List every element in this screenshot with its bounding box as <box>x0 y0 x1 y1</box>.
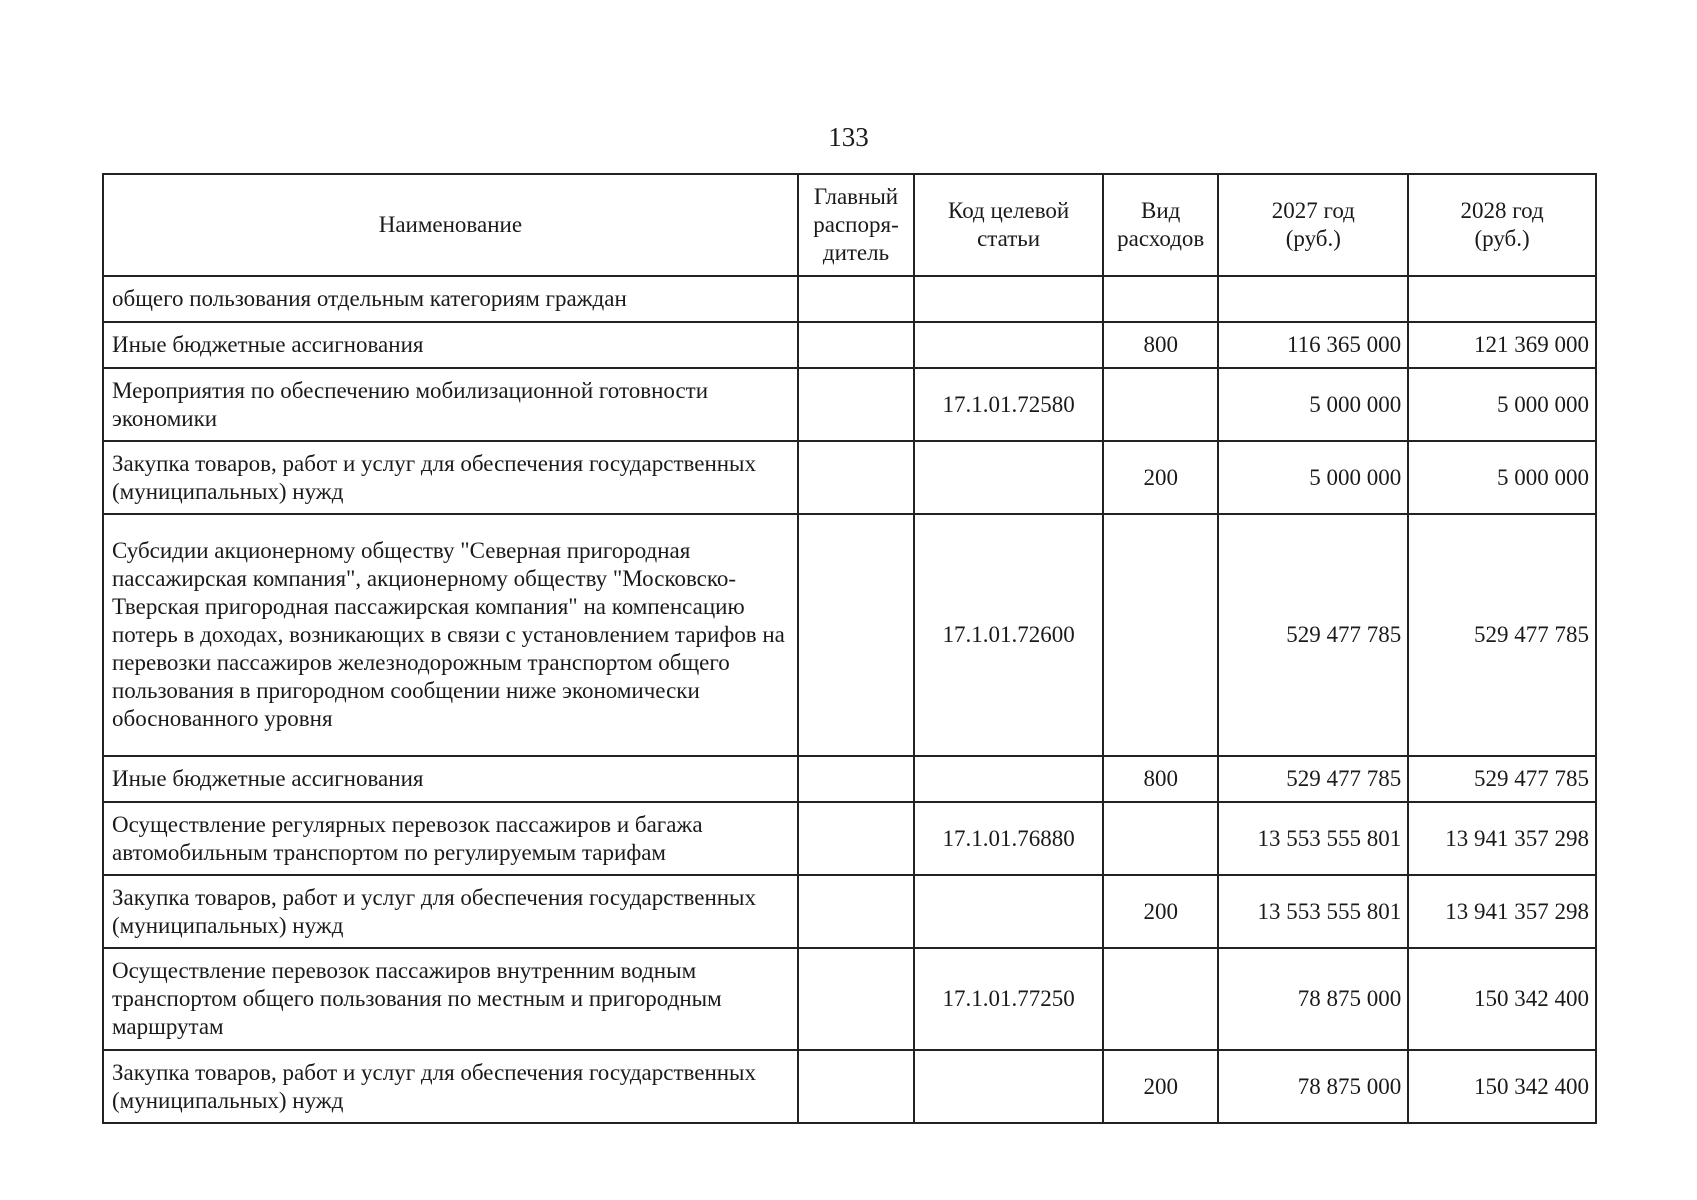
cell-target-code <box>914 276 1103 322</box>
cell-expense-type <box>1103 802 1218 875</box>
cell-year-2028: 5 000 000 <box>1408 368 1596 441</box>
cell-main-manager <box>798 875 914 948</box>
table-row <box>103 322 1596 368</box>
table-row <box>103 441 1596 514</box>
cell-year-2028: 150 342 400 <box>1408 1050 1596 1123</box>
cell-name: Субсидии акционерному обществу "Северная пригородная пассажирская компания", акционерному обществу "Московско-Тверская пригородная пассажирская компания" на компенсацию потерь в доходах, возникающих в связи с установлением тарифов на перевозки пассажиров железнодорожным транспортом общего пользования в пригородном сообщении ниже экономически обоснованного уровня <box>103 514 798 756</box>
cell-expense-type: 200 <box>1103 1050 1218 1123</box>
cell-expense-type: 800 <box>1103 756 1218 802</box>
table-row <box>103 276 1596 322</box>
cell-year-2028: 150 342 400 <box>1408 948 1596 1050</box>
cell-name: Осуществление перевозок пассажиров внутренним водным транспортом общего пользования по местным и пригородным маршрутам <box>103 948 798 1050</box>
page-number: 133 <box>828 122 869 152</box>
cell-year-2028: 5 000 000 <box>1408 441 1596 514</box>
cell-year-2027: 13 553 555 801 <box>1218 875 1408 948</box>
header-year-2028: 2028 год (руб.) <box>1408 174 1596 276</box>
cell-year-2028: 121 369 000 <box>1408 322 1596 368</box>
cell-year-2028: 529 477 785 <box>1408 756 1596 802</box>
cell-expense-type <box>1103 368 1218 441</box>
cell-main-manager <box>798 514 914 756</box>
cell-name: Мероприятия по обеспечению мобилизационной готовности экономики <box>103 368 798 441</box>
cell-year-2027: 529 477 785 <box>1218 756 1408 802</box>
cell-main-manager <box>798 948 914 1050</box>
cell-year-2027: 5 000 000 <box>1218 441 1408 514</box>
cell-name: Иные бюджетные ассигнования <box>103 756 798 802</box>
cell-target-code <box>914 322 1103 368</box>
cell-target-code <box>914 875 1103 948</box>
cell-expense-type <box>1103 948 1218 1050</box>
cell-expense-type: 200 <box>1103 875 1218 948</box>
cell-main-manager <box>798 441 914 514</box>
cell-main-manager <box>798 276 914 322</box>
cell-year-2027: 13 553 555 801 <box>1218 802 1408 875</box>
cell-year-2028 <box>1408 276 1596 322</box>
cell-target-code: 17.1.01.72600 <box>914 514 1103 756</box>
header-name: Наименование <box>103 174 798 276</box>
cell-main-manager <box>798 756 914 802</box>
cell-main-manager <box>798 802 914 875</box>
cell-name: Осуществление регулярных перевозок пассажиров и багажа автомобильным транспортом по регулируемым тарифам <box>103 802 798 875</box>
header-main-manager <box>798 174 914 276</box>
cell-target-code <box>914 441 1103 514</box>
cell-expense-type: 800 <box>1103 322 1218 368</box>
cell-year-2027: 529 477 785 <box>1218 514 1408 756</box>
cell-target-code <box>914 756 1103 802</box>
budget-table <box>102 173 1597 1124</box>
table-row <box>103 368 1596 441</box>
header-year-2027: 2027 год (руб.) <box>1218 174 1408 276</box>
table-row <box>103 756 1596 802</box>
table-row <box>103 948 1596 1050</box>
cell-year-2027: 116 365 000 <box>1218 322 1408 368</box>
cell-expense-type <box>1103 514 1218 756</box>
table-row <box>103 1050 1596 1123</box>
cell-name: Закупка товаров, работ и услуг для обеспечения государственных (муниципальных) нужд <box>103 875 798 948</box>
cell-name: Закупка товаров, работ и услуг для обеспечения государственных (муниципальных) нужд <box>103 1050 798 1123</box>
cell-expense-type <box>1103 276 1218 322</box>
table-row <box>103 514 1596 756</box>
cell-target-code: 17.1.01.76880 <box>914 802 1103 875</box>
cell-target-code: 17.1.01.77250 <box>914 948 1103 1050</box>
cell-year-2028: 13 941 357 298 <box>1408 802 1596 875</box>
cell-year-2027: 5 000 000 <box>1218 368 1408 441</box>
cell-main-manager <box>798 368 914 441</box>
table-header-row <box>103 174 1596 276</box>
cell-name: Иные бюджетные ассигнования <box>103 322 798 368</box>
cell-name: Закупка товаров, работ и услуг для обеспечения государственных (муниципальных) нужд <box>103 441 798 514</box>
cell-main-manager <box>798 1050 914 1123</box>
cell-target-code <box>914 1050 1103 1123</box>
cell-target-code: 17.1.01.72580 <box>914 368 1103 441</box>
cell-year-2028: 529 477 785 <box>1408 514 1596 756</box>
cell-main-manager <box>798 322 914 368</box>
cell-year-2028: 13 941 357 298 <box>1408 875 1596 948</box>
table-row <box>103 875 1596 948</box>
header-target-code: Код целевой статьи <box>914 174 1103 276</box>
header-main-manager-text: Главный распоря-дитель <box>813 184 899 265</box>
header-expense-type: Вид расходов <box>1103 174 1218 276</box>
cell-year-2027: 78 875 000 <box>1218 948 1408 1050</box>
table-row <box>103 802 1596 875</box>
cell-year-2027: 78 875 000 <box>1218 1050 1408 1123</box>
cell-year-2027 <box>1218 276 1408 322</box>
cell-name: общего пользования отдельным категориям граждан <box>103 276 798 322</box>
cell-expense-type: 200 <box>1103 441 1218 514</box>
